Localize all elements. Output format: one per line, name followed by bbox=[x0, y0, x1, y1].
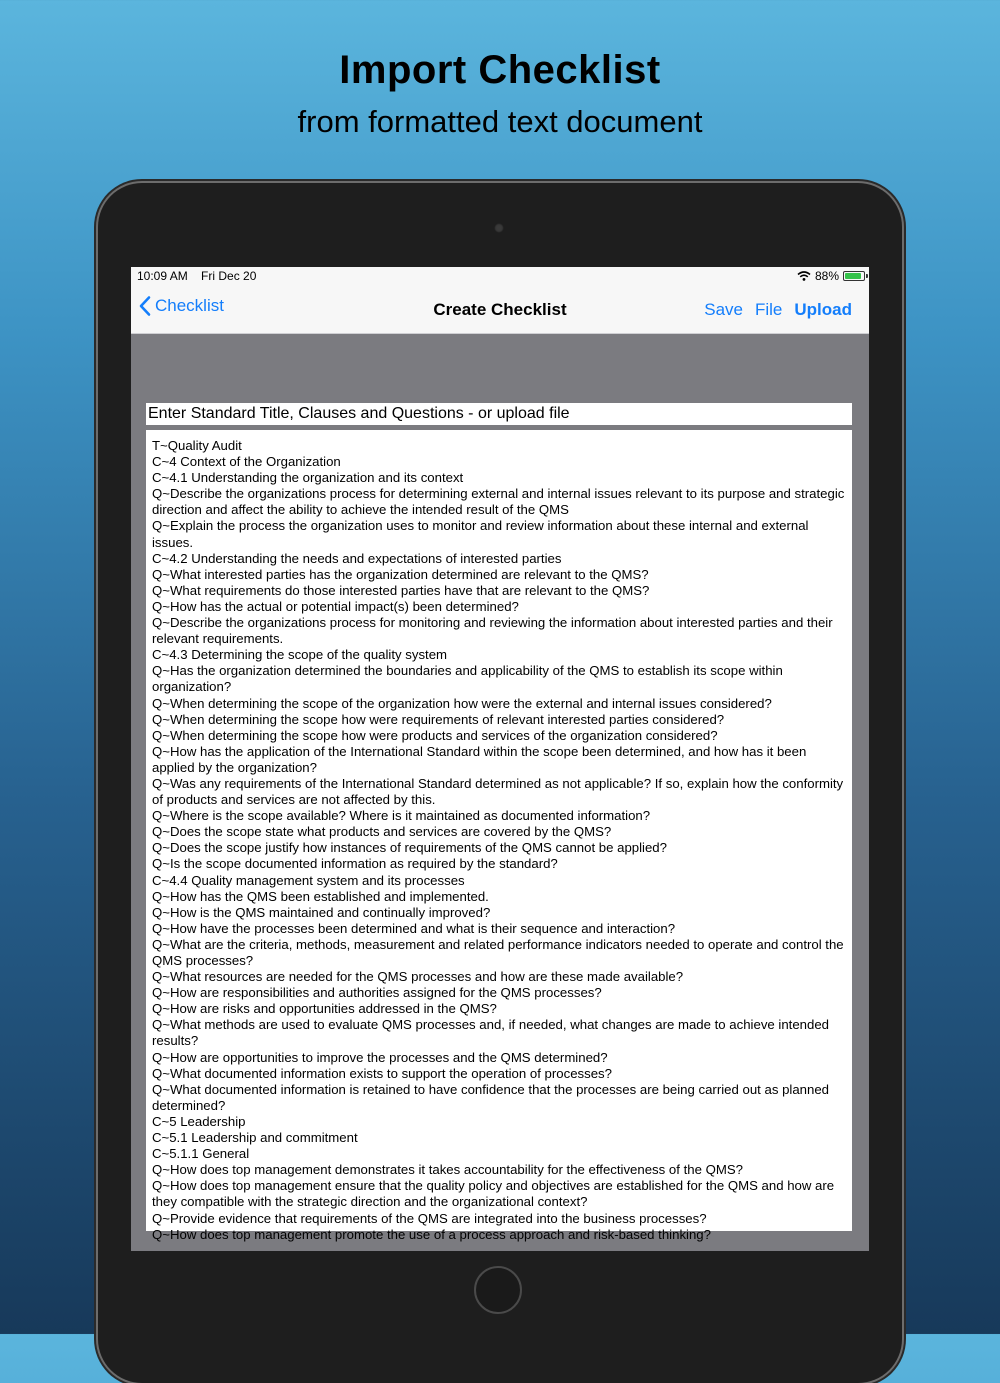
checklist-line: Q~What requirements do those interested parties have that are relevant to the QMS? bbox=[152, 582, 650, 598]
checklist-line: Q~What documented information is retained to have confidence that the processes are being carried out as planned determined? bbox=[152, 1081, 830, 1113]
checklist-line: C~5 Leadership bbox=[152, 1113, 246, 1129]
checklist-line: Q~Has the organization determined the boundaries and applicability of the QMS to establish its scope within organization? bbox=[152, 663, 783, 695]
promo-subtitle: from formatted text document bbox=[297, 104, 703, 139]
checklist-line: Q~What resources are needed for the QMS processes and how are these made available? bbox=[152, 969, 684, 985]
save-button[interactable]: Save bbox=[704, 300, 743, 319]
navigation-bar bbox=[131, 287, 869, 334]
status-right bbox=[797, 269, 865, 283]
checklist-line: Q~Does the scope state what products and services are covered by the QMS? bbox=[152, 824, 612, 840]
checklist-line: C~4.2 Understanding the needs and expectations of interested parties bbox=[152, 550, 562, 566]
status-time: 10:09 AM bbox=[137, 269, 188, 283]
checklist-line: Q~How have the processes been determined and what is their sequence and interaction? bbox=[152, 920, 676, 936]
nav-actions bbox=[704, 300, 852, 320]
battery-icon bbox=[843, 271, 865, 281]
home-button[interactable] bbox=[474, 1266, 522, 1314]
checklist-line: Q~How does top management promote the use of a process approach and risk-based thinking? bbox=[152, 1226, 711, 1242]
checklist-line: C~4.4 Quality management system and its processes bbox=[152, 872, 465, 888]
checklist-line: Q~Describe the organizations process for monitoring and reviewing the information about interested parties and their relevant requirements. bbox=[152, 615, 833, 647]
checklist-text-area[interactable] bbox=[146, 430, 852, 1242]
file-button[interactable]: File bbox=[754, 300, 783, 319]
checklist-line: C~4 Context of the Organization bbox=[152, 454, 341, 470]
instructions-field[interactable]: Enter Standard Title, Clauses and Questions - or upload file bbox=[146, 403, 852, 425]
checklist-line: Q~What methods are used to evaluate QMS processes and, if needed, what changes are made to achieve intended results? bbox=[152, 1017, 830, 1049]
checklist-line: Q~Is the scope documented information as required by the standard? bbox=[152, 856, 558, 872]
checklist-line: Q~How are opportunities to improve the processes and the QMS determined? bbox=[152, 1049, 608, 1065]
checklist-line: C~5.1.1 General bbox=[152, 1146, 250, 1162]
checklist-line: Q~How has the QMS been established and implemented. bbox=[152, 888, 489, 904]
checklist-line: Q~How has the application of the International Standard within the scope been determined, and how has it been applied by the organization? bbox=[152, 743, 807, 775]
promo-title: Import Checklist bbox=[339, 48, 661, 92]
checklist-line: Q~What documented information exists to support the operation of processes? bbox=[152, 1065, 612, 1081]
checklist-line: Q~How does top management demonstrates it takes accountability for the effectiveness of the QMS? bbox=[152, 1162, 743, 1178]
checklist-line: Q~What interested parties has the organization determined are relevant to the QMS? bbox=[152, 566, 649, 582]
camera-icon bbox=[494, 223, 504, 233]
checklist-line: Q~How is the QMS maintained and continually improved? bbox=[152, 904, 491, 920]
checklist-line: Q~What are the criteria, methods, measurement and related performance indicators needed to operate and control the QMS processes? bbox=[152, 936, 844, 968]
checklist-line: Q~Explain the process the organization uses to monitor and review information about these internal and external issues. bbox=[152, 518, 809, 550]
battery-fill bbox=[845, 273, 861, 279]
chevron-left-icon bbox=[139, 296, 151, 316]
checklist-line: C~4.3 Determining the scope of the quality system bbox=[152, 647, 448, 663]
checklist-line: C~5.1 Leadership and commitment bbox=[152, 1130, 358, 1146]
checklist-line: Q~When determining the scope how were requirements of relevant interested parties considered? bbox=[152, 711, 725, 727]
checklist-line: Q~How are responsibilities and authorities assigned for the QMS processes? bbox=[152, 985, 602, 1001]
upload-button[interactable]: Upload bbox=[794, 300, 852, 319]
checklist-line: Q~Where is the scope available? Where is it maintained as documented information? bbox=[152, 808, 651, 824]
checklist-line: Q~How has the actual or potential impact(s) been determined? bbox=[152, 598, 519, 614]
checklist-line: Q~When determining the scope of the organization how were the external and internal issues considered? bbox=[152, 695, 772, 711]
status-left bbox=[137, 269, 256, 283]
battery-percent: 88% bbox=[814, 269, 839, 283]
back-button[interactable] bbox=[139, 296, 224, 316]
checklist-line: Q~Describe the organizations process for determining external and internal issues relevant to its purpose and strategic direction and affect the ability to achieve the intended result of the QMS bbox=[152, 486, 845, 518]
battery-cap bbox=[866, 274, 868, 278]
checklist-line: T~Quality Audit bbox=[152, 438, 242, 453]
status-bar bbox=[131, 267, 869, 287]
checklist-line: Q~When determining the scope how were products and services of the organization considered? bbox=[152, 727, 718, 743]
wifi-icon bbox=[797, 271, 811, 281]
app-screen bbox=[131, 267, 869, 1251]
page-title: Create Checklist bbox=[433, 300, 567, 319]
checklist-line: Q~Does the scope justify how instances of requirements of the QMS cannot be applied? bbox=[152, 840, 667, 856]
checklist-line: Q~How does top management ensure that the quality policy and objectives are established for the QMS and how are they compatible with the strategic direction and the organizational context? bbox=[152, 1178, 835, 1210]
checklist-line: Q~Was any requirements of the International Standard determined as not applicable? If so, explain how the conformity of products and services are not affected by this. bbox=[152, 775, 844, 808]
back-button-label: Checklist bbox=[155, 296, 224, 315]
status-date: Fri Dec 20 bbox=[201, 269, 257, 283]
checklist-line: C~4.1 Understanding the organization and its context bbox=[152, 470, 464, 486]
checklist-line: Q~Provide evidence that requirements of the QMS are integrated into the business processes? bbox=[152, 1210, 707, 1226]
checklist-line: Q~How are risks and opportunities addressed in the QMS? bbox=[152, 1001, 497, 1017]
